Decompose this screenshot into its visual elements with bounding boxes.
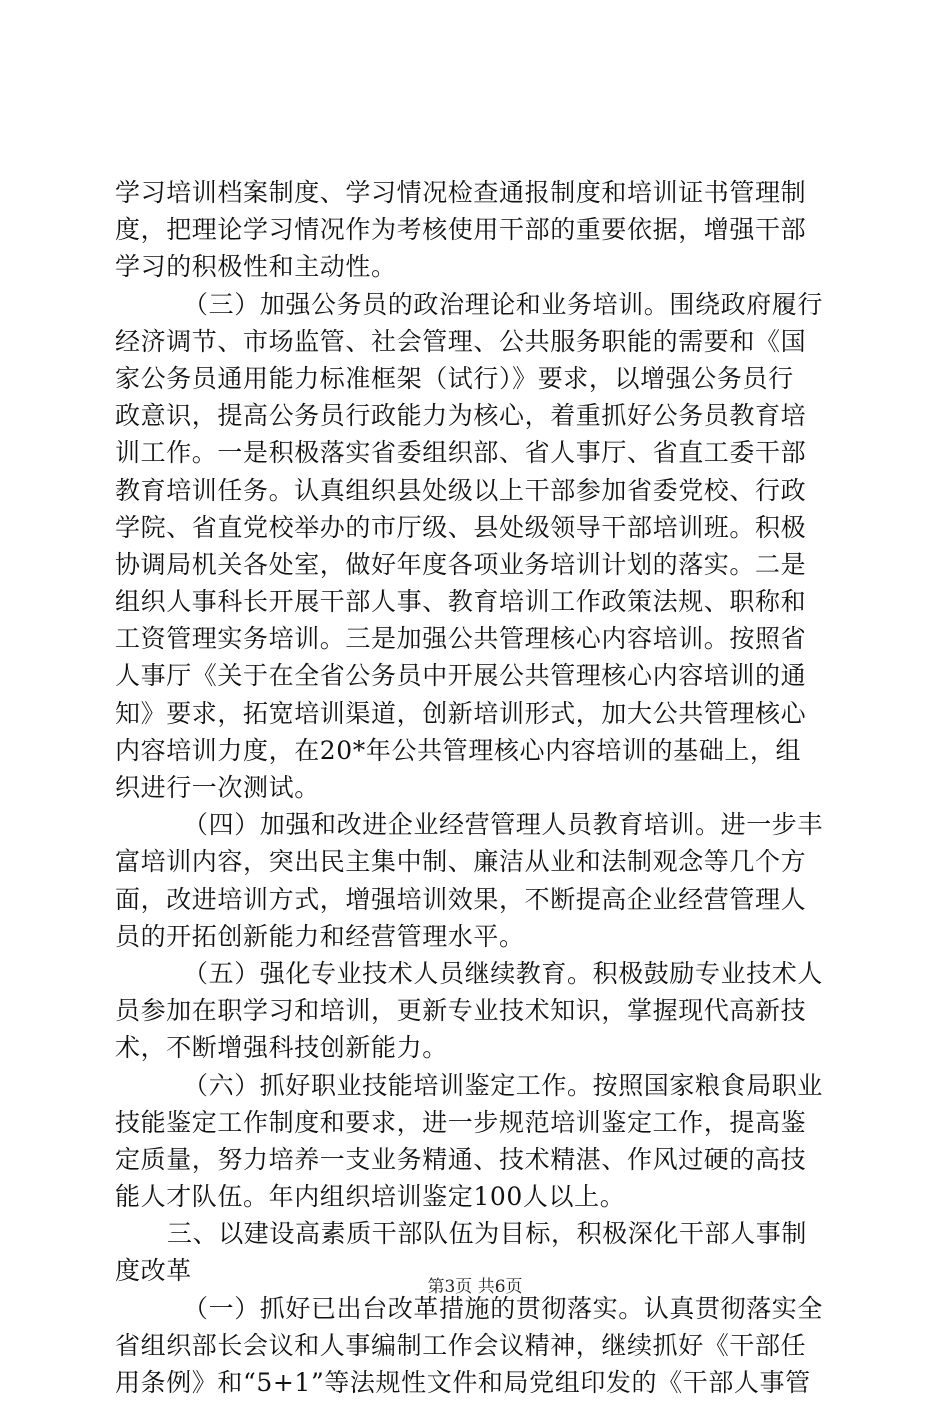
text-line: 定质量，努力培养一支业务精通、技术精湛、作风过硬的高技 (115, 1144, 807, 1174)
paragraph-heading-line: （六）抓好职业技能培训鉴定工作。按照国家粮食局职业 (183, 1070, 824, 1100)
paragraph-heading-line: （一）抓好已出台改革措施的贯彻落实。认真贯彻落实全 (183, 1293, 824, 1323)
paragraph-heading-line: （四）加强和改进企业经营管理人员教育培训。进一步丰 (183, 810, 824, 840)
text-line: 协调局机关各处室，做好年度各项业务培训计划的落实。二是 (115, 549, 807, 579)
paragraph-heading-line: （五）强化专业技术人员继续教育。积极鼓励专业技术人 (183, 958, 824, 988)
text-line: 经济调节、市场监管、社会管理、公共服务职能的需要和《国 (115, 326, 807, 356)
text-line: 工资管理实务培训。三是加强公共管理核心内容培训。按照省 (115, 624, 807, 654)
text-line: 面，改进培训方式，增强培训效果，不断提高企业经营管理人 (115, 884, 807, 914)
text-line: 度改革 (115, 1256, 192, 1286)
text-line: 家公务员通用能力标准框架（试行）》要求，以增强公务员行 (115, 363, 794, 393)
text-line: 省组织部长会议和人事编制工作会议精神，继续抓好《干部任 (115, 1330, 807, 1360)
text-line: 员参加在职学习和培训，更新专业技术知识，掌握现代高新技 (115, 996, 807, 1026)
page-number-footer: 第3页 共6页 (427, 1277, 523, 1297)
text-line: 技能鉴定工作制度和要求，进一步规范培训鉴定工作，提高鉴 (115, 1107, 807, 1137)
text-line: 内容培训力度，在20*年公共管理核心内容培训的基础上，组 (115, 735, 802, 765)
text-line: 知》要求，拓宽培训渠道，创新培训形式，加大公共管理核心 (115, 698, 807, 728)
text-line: 政意识，提高公务员行政能力为核心，着重抓好公务员教育培 (115, 401, 807, 431)
text-line: 员的开拓创新能力和经营管理水平。 (115, 921, 525, 951)
text-line: 人事厅《关于在全省公务员中开展公共管理核心内容培训的通 (115, 661, 807, 691)
section-heading-line: 三、以建设高素质干部队伍为目标，积极深化干部人事制 (167, 1219, 808, 1249)
text-line: 学院、省直党校举办的市厅级、县处级领导干部培训班。积极 (115, 512, 807, 542)
text-line: 用条例》和“5+1”等法规性文件和局党组印发的《干部人事管 (115, 1368, 811, 1397)
paragraph-heading-line: （三）加强公务员的政治理论和业务培训。围绕政府履行 (183, 289, 824, 319)
text-line: 织进行一次测试。 (115, 773, 320, 802)
text-line: 组织人事科长开展干部人事、教育培训工作政策法规、职称和 (115, 587, 807, 617)
text-line: 学习的积极性和主动性。 (115, 252, 397, 282)
text-line: 训工作。一是积极落实省委组织部、省人事厅、省直工委干部 (115, 438, 807, 468)
text-line: 能人才队伍。年内组织培训鉴定100人以上。 (115, 1182, 626, 1212)
document-body (115, 174, 835, 1401)
text-line: 学习培训档案制度、学习情况检查通报制度和培训证书管理制 (115, 178, 807, 207)
text-line: 术，不断增强科技创新能力。 (115, 1033, 448, 1063)
text-line: 教育培训任务。认真组织县处级以上干部参加省委党校、行政 (115, 475, 807, 505)
text-line: 度，把理论学习情况作为考核使用干部的重要依据，增强干部 (115, 215, 807, 245)
text-line: 富培训内容，突出民主集中制、廉洁从业和法制观念等几个方 (115, 847, 807, 877)
